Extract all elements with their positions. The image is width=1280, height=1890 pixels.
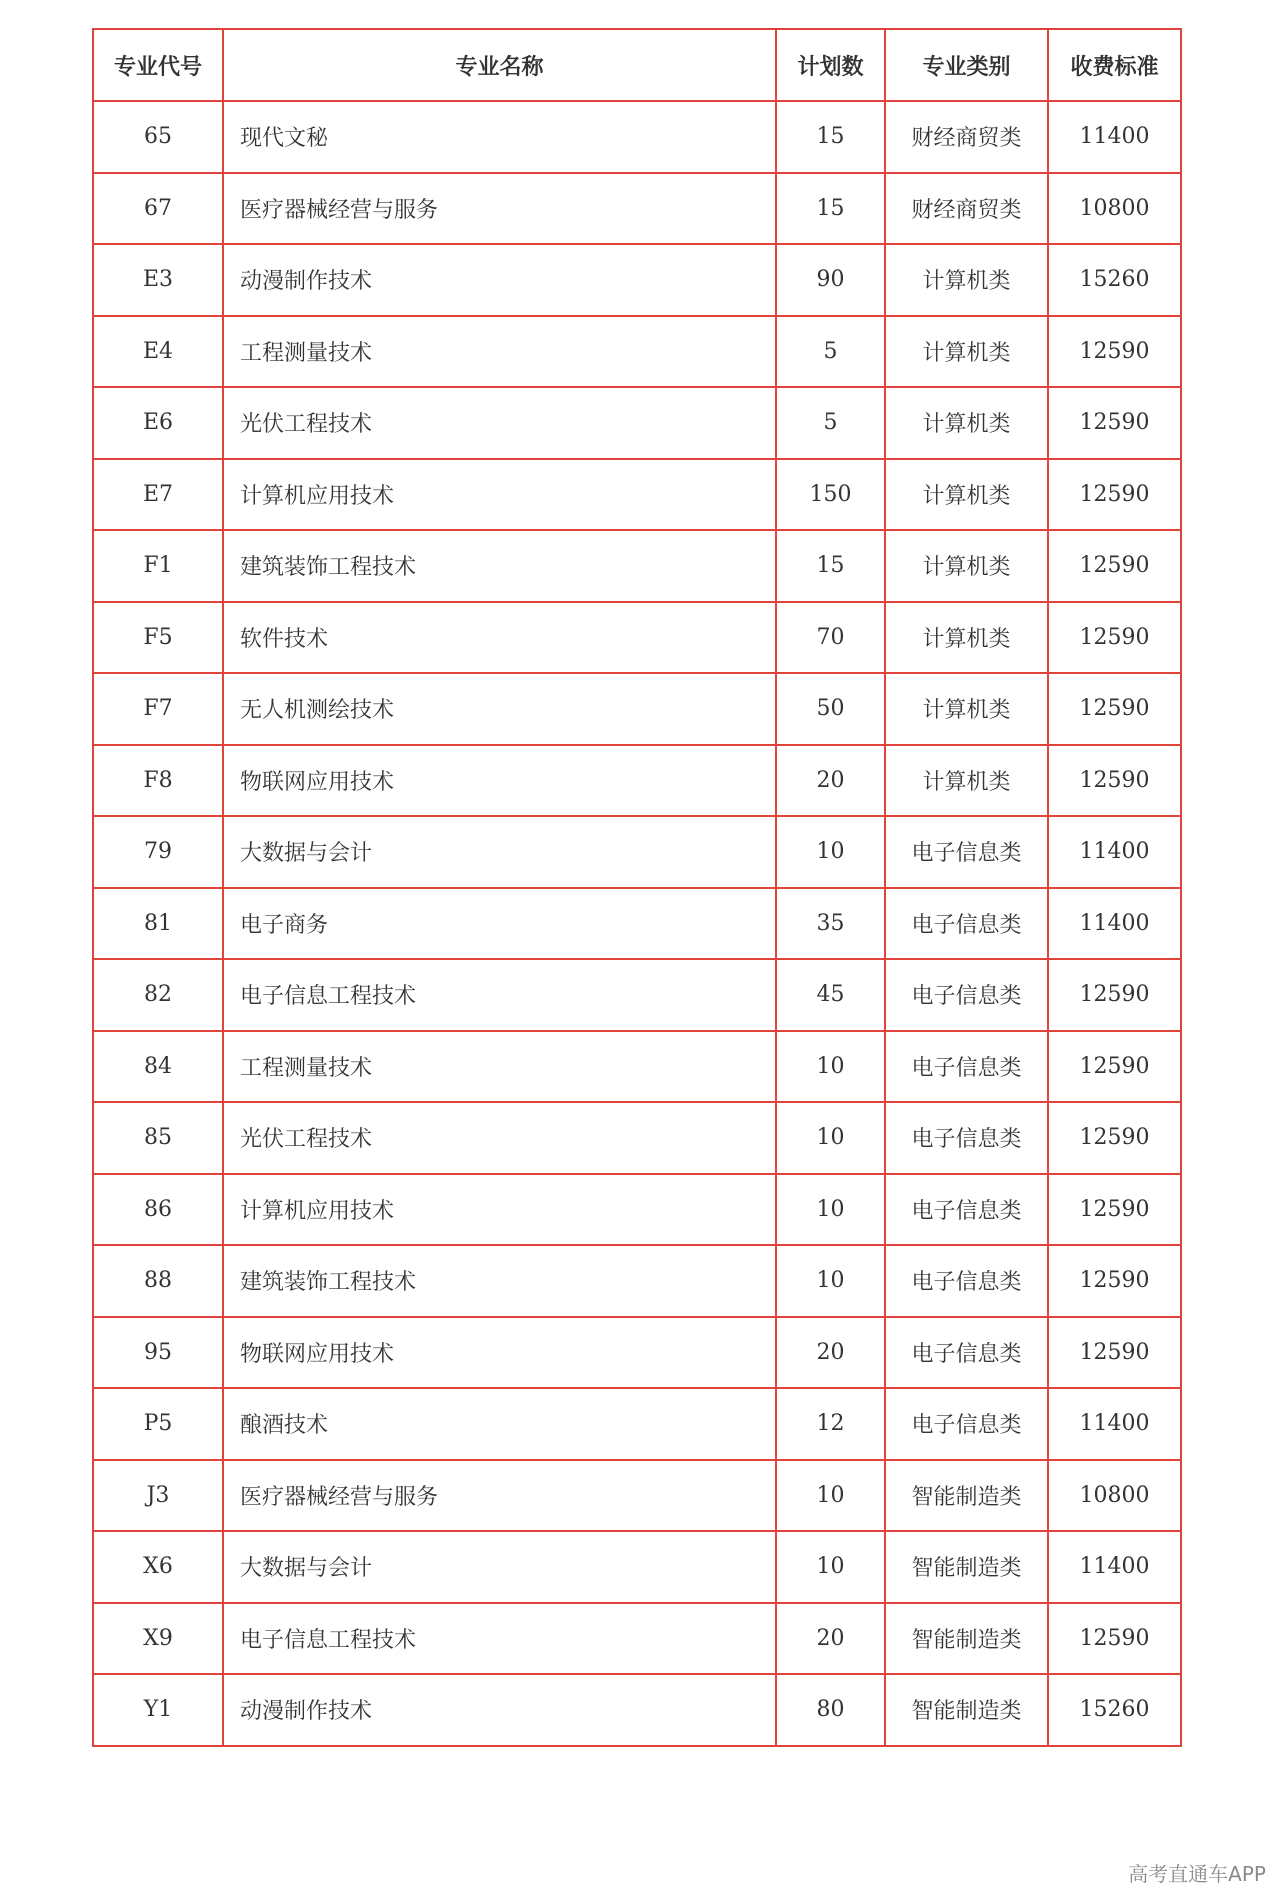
tuition-fee-cell: 12590 [1048, 387, 1181, 459]
major-name-cell: 大数据与会计 [223, 1531, 776, 1603]
major-name-cell: 物联网应用技术 [223, 1317, 776, 1389]
major-name-cell: 工程测量技术 [223, 1031, 776, 1103]
plan-count-cell: 35 [776, 888, 885, 960]
major-code-cell: P5 [93, 1388, 223, 1460]
plan-count-cell: 10 [776, 816, 885, 888]
major-category-cell: 电子信息类 [885, 1174, 1048, 1246]
major-name-cell: 酿酒技术 [223, 1388, 776, 1460]
plan-count-cell: 5 [776, 387, 885, 459]
major-name-cell: 电子信息工程技术 [223, 959, 776, 1031]
major-category-cell: 智能制造类 [885, 1460, 1048, 1532]
major-category-cell: 电子信息类 [885, 1102, 1048, 1174]
header-plan-count: 计划数 [776, 29, 885, 101]
plan-count-cell: 50 [776, 673, 885, 745]
tuition-fee-cell: 11400 [1048, 101, 1181, 173]
major-code-cell: 81 [93, 888, 223, 960]
tuition-fee-cell: 12590 [1048, 1317, 1181, 1389]
major-code-cell: E4 [93, 316, 223, 388]
table-row [93, 1245, 1181, 1317]
tuition-fee-cell: 12590 [1048, 673, 1181, 745]
major-name-cell: 无人机测绘技术 [223, 673, 776, 745]
major-name-cell: 大数据与会计 [223, 816, 776, 888]
major-code-cell: E6 [93, 387, 223, 459]
enrollment-plan-table-container [92, 28, 1180, 1747]
table-row [93, 1102, 1181, 1174]
tuition-fee-cell: 12590 [1048, 530, 1181, 602]
watermark: 高考直通车APP [1128, 1862, 1266, 1886]
tuition-fee-cell: 11400 [1048, 1531, 1181, 1603]
table-row [93, 816, 1181, 888]
plan-count-cell: 20 [776, 745, 885, 817]
tuition-fee-cell: 10800 [1048, 1460, 1181, 1532]
plan-count-cell: 80 [776, 1674, 885, 1746]
major-code-cell: 88 [93, 1245, 223, 1317]
major-code-cell: 84 [93, 1031, 223, 1103]
major-code-cell: X6 [93, 1531, 223, 1603]
major-name-cell: 电子信息工程技术 [223, 1603, 776, 1675]
major-name-cell: 动漫制作技术 [223, 1674, 776, 1746]
tuition-fee-cell: 12590 [1048, 1031, 1181, 1103]
major-name-cell: 计算机应用技术 [223, 1174, 776, 1246]
major-code-cell: E7 [93, 459, 223, 531]
plan-count-cell: 10 [776, 1102, 885, 1174]
table-row [93, 101, 1181, 173]
header-major-category: 专业类别 [885, 29, 1048, 101]
major-category-cell: 计算机类 [885, 673, 1048, 745]
major-name-cell: 工程测量技术 [223, 316, 776, 388]
header-major-code: 专业代号 [93, 29, 223, 101]
major-category-cell: 智能制造类 [885, 1674, 1048, 1746]
major-name-cell: 物联网应用技术 [223, 745, 776, 817]
major-category-cell: 计算机类 [885, 602, 1048, 674]
major-category-cell: 计算机类 [885, 530, 1048, 602]
header-tuition-fee: 收费标准 [1048, 29, 1181, 101]
table-row [93, 888, 1181, 960]
major-code-cell: F5 [93, 602, 223, 674]
major-code-cell: 82 [93, 959, 223, 1031]
plan-count-cell: 20 [776, 1603, 885, 1675]
major-category-cell: 财经商贸类 [885, 173, 1048, 245]
major-code-cell: F1 [93, 530, 223, 602]
tuition-fee-cell: 12590 [1048, 745, 1181, 817]
table-row [93, 530, 1181, 602]
plan-count-cell: 10 [776, 1245, 885, 1317]
plan-count-cell: 70 [776, 602, 885, 674]
major-code-cell: 79 [93, 816, 223, 888]
tuition-fee-cell: 11400 [1048, 1388, 1181, 1460]
major-name-cell: 光伏工程技术 [223, 1102, 776, 1174]
plan-count-cell: 10 [776, 1460, 885, 1532]
major-category-cell: 电子信息类 [885, 1031, 1048, 1103]
table-row [93, 745, 1181, 817]
major-category-cell: 财经商贸类 [885, 101, 1048, 173]
major-code-cell: F7 [93, 673, 223, 745]
major-code-cell: E3 [93, 244, 223, 316]
plan-count-cell: 15 [776, 101, 885, 173]
major-category-cell: 电子信息类 [885, 959, 1048, 1031]
major-category-cell: 电子信息类 [885, 888, 1048, 960]
table-row [93, 1317, 1181, 1389]
major-code-cell: 95 [93, 1317, 223, 1389]
tuition-fee-cell: 12590 [1048, 1174, 1181, 1246]
header-major-name: 专业名称 [223, 29, 776, 101]
plan-count-cell: 12 [776, 1388, 885, 1460]
table-row [93, 1174, 1181, 1246]
major-category-cell: 计算机类 [885, 316, 1048, 388]
plan-count-cell: 10 [776, 1174, 885, 1246]
tuition-fee-cell: 11400 [1048, 816, 1181, 888]
table-row [93, 1388, 1181, 1460]
plan-count-cell: 90 [776, 244, 885, 316]
major-name-cell: 电子商务 [223, 888, 776, 960]
table-row [93, 244, 1181, 316]
table-row [93, 173, 1181, 245]
plan-count-cell: 5 [776, 316, 885, 388]
table-row [93, 459, 1181, 531]
tuition-fee-cell: 11400 [1048, 888, 1181, 960]
table-row [93, 316, 1181, 388]
tuition-fee-cell: 12590 [1048, 602, 1181, 674]
table-row [93, 602, 1181, 674]
major-code-cell: 67 [93, 173, 223, 245]
tuition-fee-cell: 12590 [1048, 1603, 1181, 1675]
tuition-fee-cell: 12590 [1048, 1245, 1181, 1317]
tuition-fee-cell: 12590 [1048, 959, 1181, 1031]
major-category-cell: 计算机类 [885, 387, 1048, 459]
major-name-cell: 建筑装饰工程技术 [223, 1245, 776, 1317]
plan-count-cell: 15 [776, 173, 885, 245]
major-category-cell: 电子信息类 [885, 1317, 1048, 1389]
major-category-cell: 计算机类 [885, 745, 1048, 817]
major-name-cell: 软件技术 [223, 602, 776, 674]
major-code-cell: J3 [93, 1460, 223, 1532]
tuition-fee-cell: 15260 [1048, 1674, 1181, 1746]
major-category-cell: 智能制造类 [885, 1603, 1048, 1675]
major-name-cell: 光伏工程技术 [223, 387, 776, 459]
plan-count-cell: 45 [776, 959, 885, 1031]
major-code-cell: Y1 [93, 1674, 223, 1746]
table-row [93, 959, 1181, 1031]
tuition-fee-cell: 12590 [1048, 1102, 1181, 1174]
tuition-fee-cell: 12590 [1048, 316, 1181, 388]
enrollment-plan-table [92, 28, 1182, 1747]
table-row [93, 387, 1181, 459]
tuition-fee-cell: 12590 [1048, 459, 1181, 531]
plan-count-cell: 150 [776, 459, 885, 531]
table-row [93, 1031, 1181, 1103]
major-code-cell: 65 [93, 101, 223, 173]
plan-count-cell: 10 [776, 1531, 885, 1603]
major-name-cell: 医疗器械经营与服务 [223, 1460, 776, 1532]
tuition-fee-cell: 10800 [1048, 173, 1181, 245]
major-category-cell: 电子信息类 [885, 816, 1048, 888]
major-name-cell: 动漫制作技术 [223, 244, 776, 316]
major-category-cell: 智能制造类 [885, 1531, 1048, 1603]
major-category-cell: 计算机类 [885, 244, 1048, 316]
table-header-row [93, 29, 1181, 101]
major-name-cell: 计算机应用技术 [223, 459, 776, 531]
table-body [93, 101, 1181, 1746]
major-category-cell: 电子信息类 [885, 1245, 1048, 1317]
plan-count-cell: 15 [776, 530, 885, 602]
table-row [93, 1531, 1181, 1603]
tuition-fee-cell: 15260 [1048, 244, 1181, 316]
major-name-cell: 医疗器械经营与服务 [223, 173, 776, 245]
plan-count-cell: 20 [776, 1317, 885, 1389]
major-code-cell: 85 [93, 1102, 223, 1174]
plan-count-cell: 10 [776, 1031, 885, 1103]
major-code-cell: X9 [93, 1603, 223, 1675]
table-row [93, 1674, 1181, 1746]
major-category-cell: 计算机类 [885, 459, 1048, 531]
major-code-cell: 86 [93, 1174, 223, 1246]
major-category-cell: 电子信息类 [885, 1388, 1048, 1460]
major-code-cell: F8 [93, 745, 223, 817]
table-row [93, 1603, 1181, 1675]
major-name-cell: 现代文秘 [223, 101, 776, 173]
major-name-cell: 建筑装饰工程技术 [223, 530, 776, 602]
table-row [93, 1460, 1181, 1532]
table-row [93, 673, 1181, 745]
